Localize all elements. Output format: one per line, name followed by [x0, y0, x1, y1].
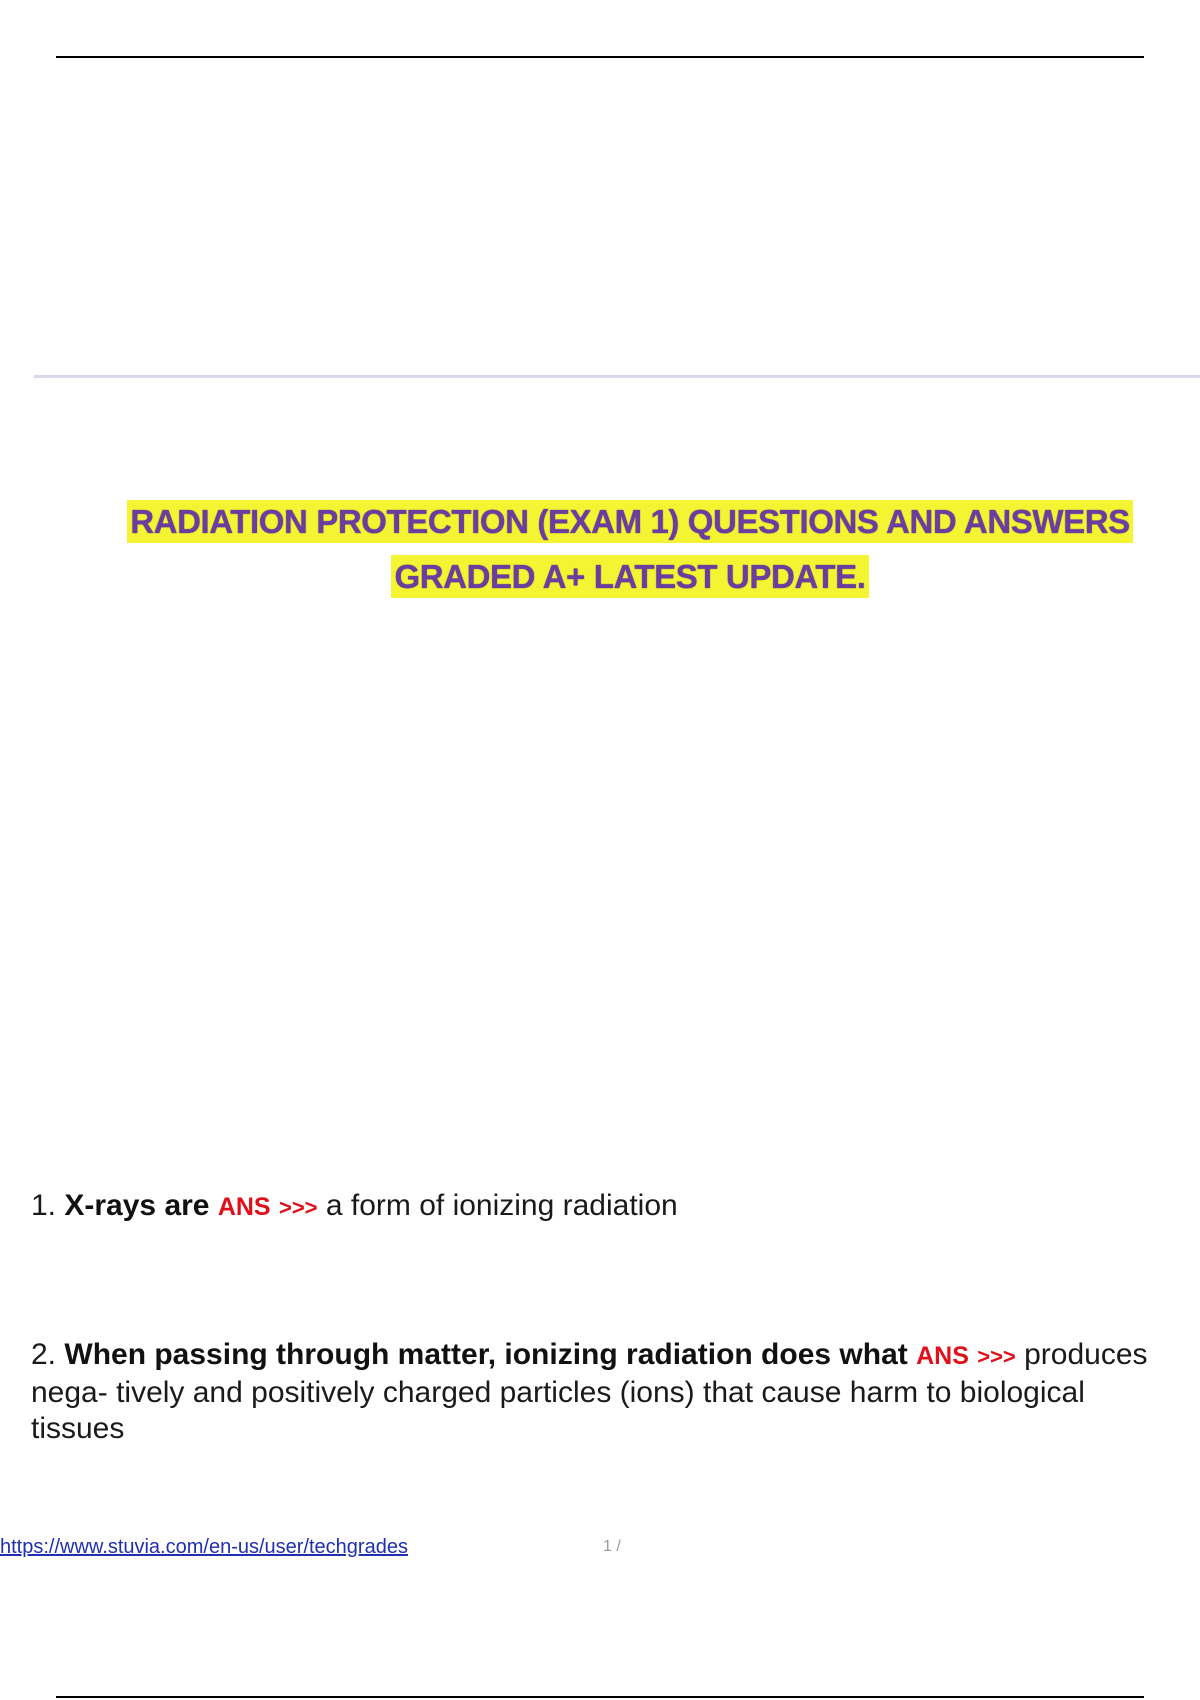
title-line-2: GRADED A+ LATEST UPDATE.	[391, 555, 868, 598]
footer-link[interactable]: https://www.stuvia.com/en-us/user/techgrades	[0, 1536, 408, 1558]
question-1	[31, 1188, 1181, 1226]
top-rule	[56, 56, 1144, 58]
header-divider	[34, 375, 1200, 378]
question-number: 1.	[31, 1189, 57, 1222]
document-title	[60, 494, 1200, 604]
bottom-rule	[56, 1696, 1144, 1698]
question-number: 2.	[31, 1338, 57, 1371]
page-number: 1 /	[603, 1538, 621, 1555]
answer-arrow: >>>	[278, 1195, 318, 1220]
title-line-1: RADIATION PROTECTION (EXAM 1) QUESTIONS AND ANSWERS	[127, 500, 1133, 543]
answer-tag: ANS	[916, 1342, 969, 1370]
question-2	[31, 1337, 1181, 1447]
answer-arrow: >>>	[977, 1344, 1016, 1369]
question-text: X-rays are	[64, 1189, 210, 1222]
answer-tag: ANS	[217, 1193, 271, 1221]
question-text: When passing through matter, ionizing radiation does what	[64, 1338, 908, 1371]
answer-text: a form of ionizing radiation	[325, 1189, 678, 1222]
answer-text: produces nega- tively and positively charged particles (ions) that cause harm to biological tissues	[31, 1338, 1148, 1445]
